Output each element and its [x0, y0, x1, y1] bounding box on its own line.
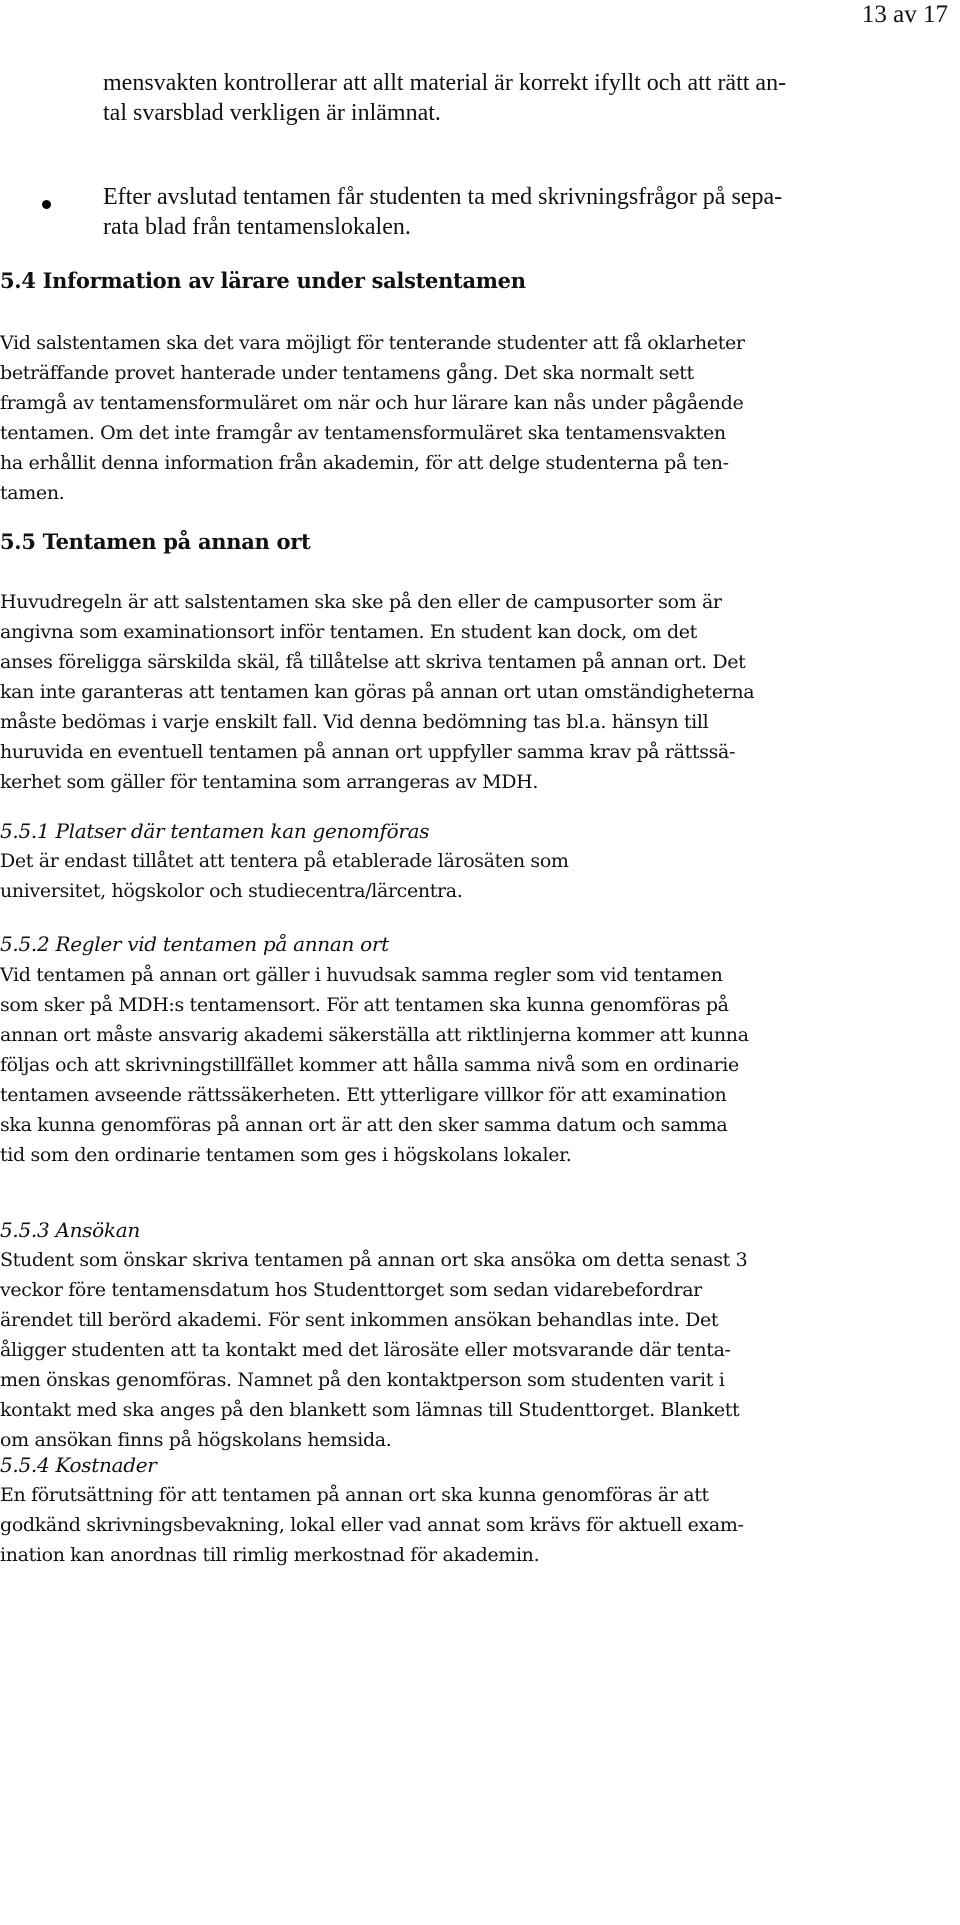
paragraph-line: tamen. — [0, 482, 65, 504]
paragraph-line: universitet, högskolor och studiecentra/lärcentra. — [0, 880, 463, 902]
paragraph-line: Det är endast tillåtet att tentera på etablerade lärosäten som — [0, 850, 569, 872]
paragraph-line: ination kan anordnas till rimlig merkostnad för akademin. — [0, 1544, 540, 1566]
page-number: 13 av 17 — [861, 1, 948, 28]
paragraph-line: tid som den ordinarie tentamen som ges i högskolans lokaler. — [0, 1144, 572, 1166]
paragraph-line: En förutsättning för att tentamen på annan ort ska kunna genomföras är att — [0, 1484, 709, 1506]
paragraph-line: ha erhållit denna information från akademin, för att delge studenterna på ten- — [0, 452, 729, 474]
paragraph-line: framgå av tentamensformuläret om när och hur lärare kan nås under pågående — [0, 392, 744, 414]
paragraph-line: om ansökan finns på högskolans hemsida. — [0, 1429, 392, 1451]
paragraph-line: Student som önskar skriva tentamen på annan ort ska ansöka om detta senast 3 — [0, 1249, 748, 1271]
paragraph-line: kan inte garanteras att tentamen kan göras på annan ort utan omständigheterna — [0, 681, 755, 703]
paragraph-line: ska kunna genomföras på annan ort är att den sker samma datum och samma — [0, 1114, 728, 1136]
intro-line: mensvakten kontrollerar att allt material är korrekt ifyllt och att rätt an- — [103, 70, 787, 96]
bullet-line: rata blad från tentamenslokalen. — [103, 214, 411, 240]
subsection-heading-5-5-2: 5.5.2 Regler vid tentamen på annan ort — [0, 932, 389, 956]
paragraph-line: veckor före tentamensdatum hos Studenttorget som sedan vidarebefordrar — [0, 1279, 702, 1301]
paragraph-line: kontakt med ska anges på den blankett som lämnas till Studenttorget. Blankett — [0, 1399, 740, 1421]
paragraph-line: som sker på MDH:s tentamensort. För att tentamen ska kunna genomföras på — [0, 994, 729, 1016]
section-heading-5-4: 5.4 Information av lärare under salstentamen — [0, 268, 526, 293]
paragraph-line: huruvida en eventuell tentamen på annan ort uppfyller samma krav på rättssä- — [0, 741, 736, 763]
paragraph-line: ärendet till berörd akademi. För sent inkommen ansökan behandlas inte. Det — [0, 1309, 719, 1331]
paragraph-line: anses föreligga särskilda skäl, få tillåtelse att skriva tentamen på annan ort. Det — [0, 651, 746, 673]
paragraph-line: beträffande provet hanterade under tentamens gång. Det ska normalt sett — [0, 362, 694, 384]
paragraph-line: kerhet som gäller för tentamina som arrangeras av MDH. — [0, 771, 539, 793]
paragraph-line: tentamen avseende rättssäkerheten. Ett ytterligare villkor för att examination — [0, 1084, 727, 1106]
paragraph-line: godkänd skrivningsbevakning, lokal eller vad annat som krävs för aktuell exam- — [0, 1514, 744, 1536]
paragraph-line: åligger studenten att ta kontakt med det lärosäte eller motsvarande där tenta- — [0, 1339, 731, 1361]
bullet-line: Efter avslutad tentamen får studenten ta med skrivningsfrågor på sepa- — [103, 184, 783, 210]
subsection-heading-5-5-3: 5.5.3 Ansökan — [0, 1218, 140, 1242]
paragraph-line: Vid salstentamen ska det vara möjligt för tenterande studenter att få oklarheter — [0, 332, 745, 354]
subsection-heading-5-5-1: 5.5.1 Platser där tentamen kan genomföras — [0, 819, 430, 843]
paragraph-line: tentamen. Om det inte framgår av tentamensformuläret ska tentamensvakten — [0, 422, 726, 444]
intro-line: tal svarsblad verkligen är inlämnat. — [103, 100, 441, 126]
paragraph-line: men önskas genomföras. Namnet på den kontaktperson som studenten varit i — [0, 1369, 725, 1391]
paragraph-line: måste bedömas i varje enskilt fall. Vid denna bedömning tas bl.a. hänsyn till — [0, 711, 709, 733]
bullet-icon — [42, 200, 51, 209]
paragraph-line: Vid tentamen på annan ort gäller i huvudsak samma regler som vid tentamen — [0, 964, 723, 986]
section-heading-5-5: 5.5 Tentamen på annan ort — [0, 529, 311, 554]
paragraph-line: angivna som examinationsort inför tentamen. En student kan dock, om det — [0, 621, 697, 643]
subsection-heading-5-5-4: 5.5.4 Kostnader — [0, 1453, 157, 1477]
paragraph-line: Huvudregeln är att salstentamen ska ske på den eller de campusorter som är — [0, 591, 722, 613]
paragraph-line: följas och att skrivningstillfället kommer att hålla samma nivå som en ordinarie — [0, 1054, 739, 1076]
paragraph-line: annan ort måste ansvarig akademi säkerställa att riktlinjerna kommer att kunna — [0, 1024, 749, 1046]
